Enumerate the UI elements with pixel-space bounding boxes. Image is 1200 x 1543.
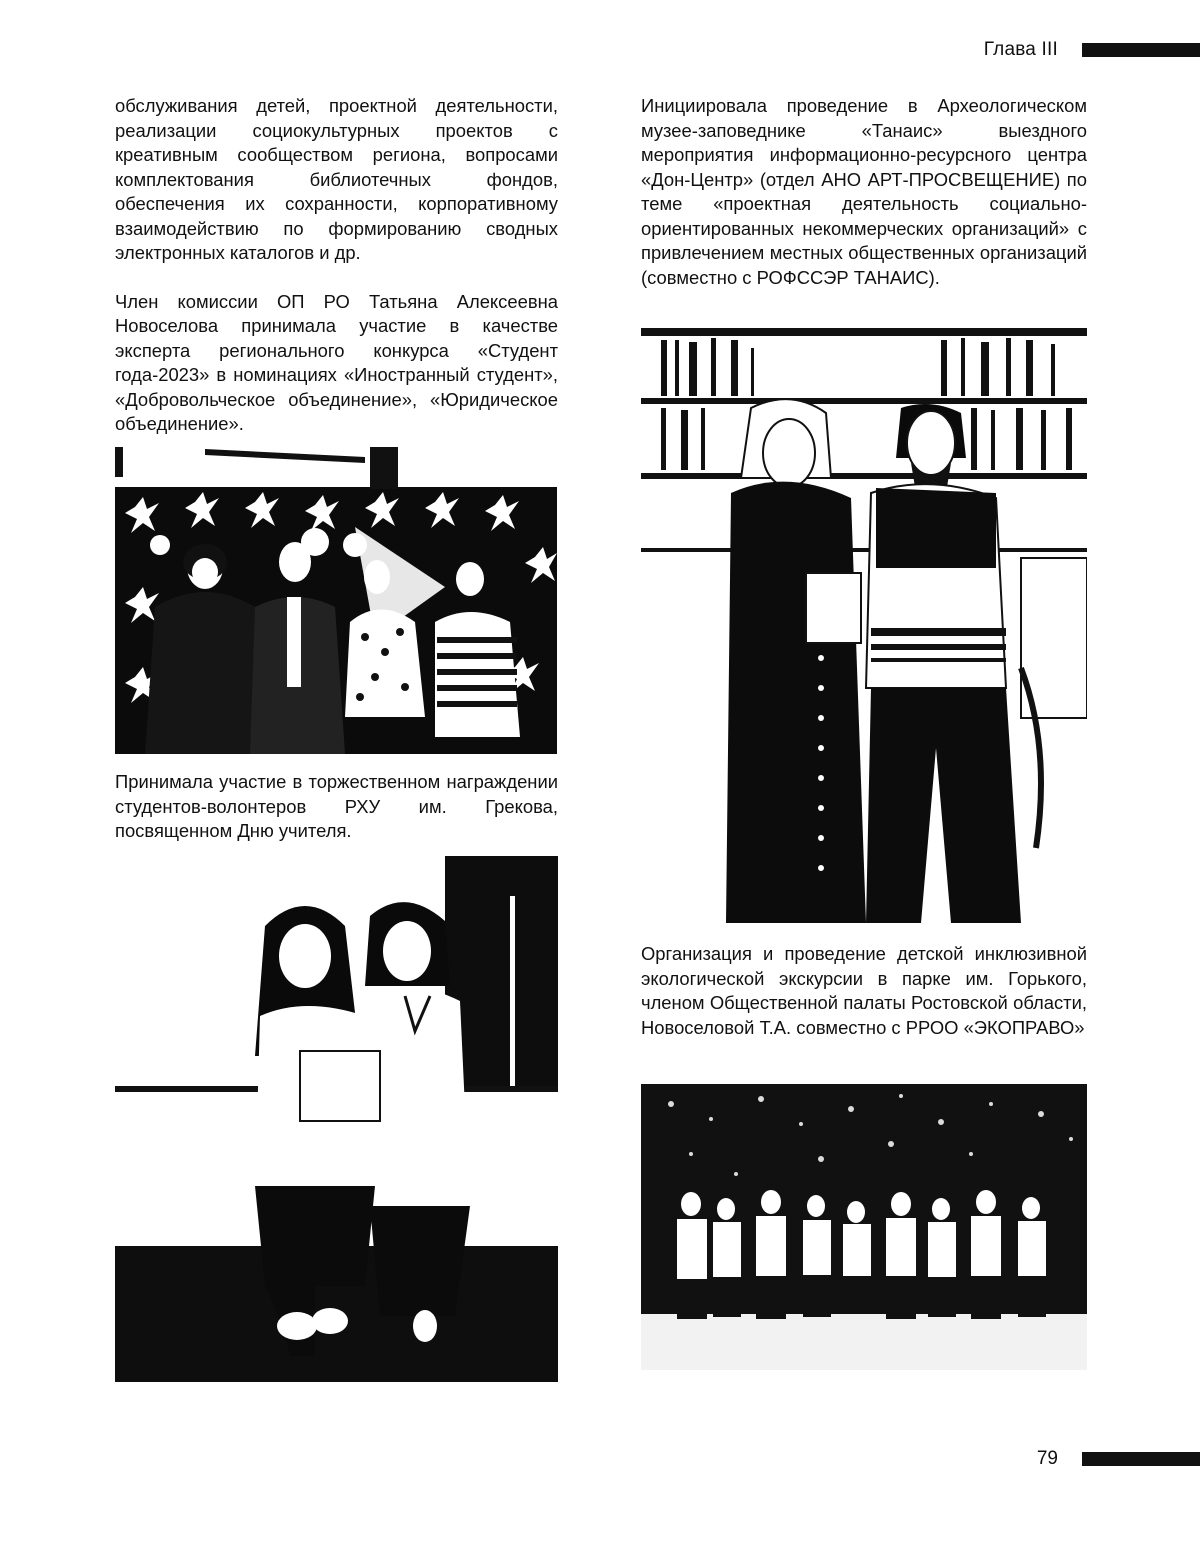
left-paragraph-1: обслуживания детей, проектной деятельности, реализации социокультурных проектов с креативным сообществом региона, вопросами комплектования библиотечных фондов, обеспечения их сохранности, корпоративному взаимодействию по формированию сводных электронных каталогов и др.	[115, 95, 558, 263]
photo-tanais-event-image	[641, 328, 1087, 923]
photo-park-excursion-image	[641, 1084, 1087, 1370]
footer-bar	[1082, 1452, 1200, 1466]
left-paragraph-2: Член комиссии ОП РО Татьяна Алексеевна Новоселова принимала участие в качестве эксперта регионального конкурса «Студент года-2023» в номинациях «Иностранный студент», «Добровольческое объединение», «Юридическое объединение».	[115, 290, 558, 434]
left-column	[115, 94, 558, 437]
page-footer	[1037, 1447, 1200, 1471]
caption-volunteers: Принимала участие в торжественном награждении студентов-волонтеров РХУ им. Грекова, посвященном Дню учителя.	[115, 771, 558, 841]
right-paragraph-1: Инициировала проведение в Археологическом музее-заповеднике «Танаис» выездного мероприятия информационно-ресурсного центра «Дон-Центр» (отдел АНО АРТ-ПРОСВЕЩЕНИЕ) по теме «проектная деятельность социально-ориентированных некоммерческих организаций» с привлечением местных общественных организаций (совместно с РОФССЭР ТАНАИС).	[641, 95, 1087, 288]
caption-eco-excursion: Организация и проведение детской инклюзивной экологической экскурсии в парке им. Горького, членом Общественной палаты Ростовской области, Новоселовой Т.А. совместно с РРОО «ЭКОПРАВО»	[641, 943, 1087, 1038]
photo-tanais-event	[641, 328, 1087, 923]
photo-park-excursion	[641, 1084, 1087, 1370]
photo-two-women-image	[115, 856, 558, 1382]
photo-volunteers-group	[115, 447, 557, 754]
chapter-label: Глава III	[983, 39, 1058, 60]
page-number: 79	[1036, 1448, 1058, 1469]
photo-two-women	[115, 856, 558, 1382]
photo-volunteers-group-image	[115, 447, 557, 754]
chapter-header	[984, 38, 1200, 62]
right-column	[641, 94, 1087, 290]
header-bar	[1082, 43, 1200, 57]
